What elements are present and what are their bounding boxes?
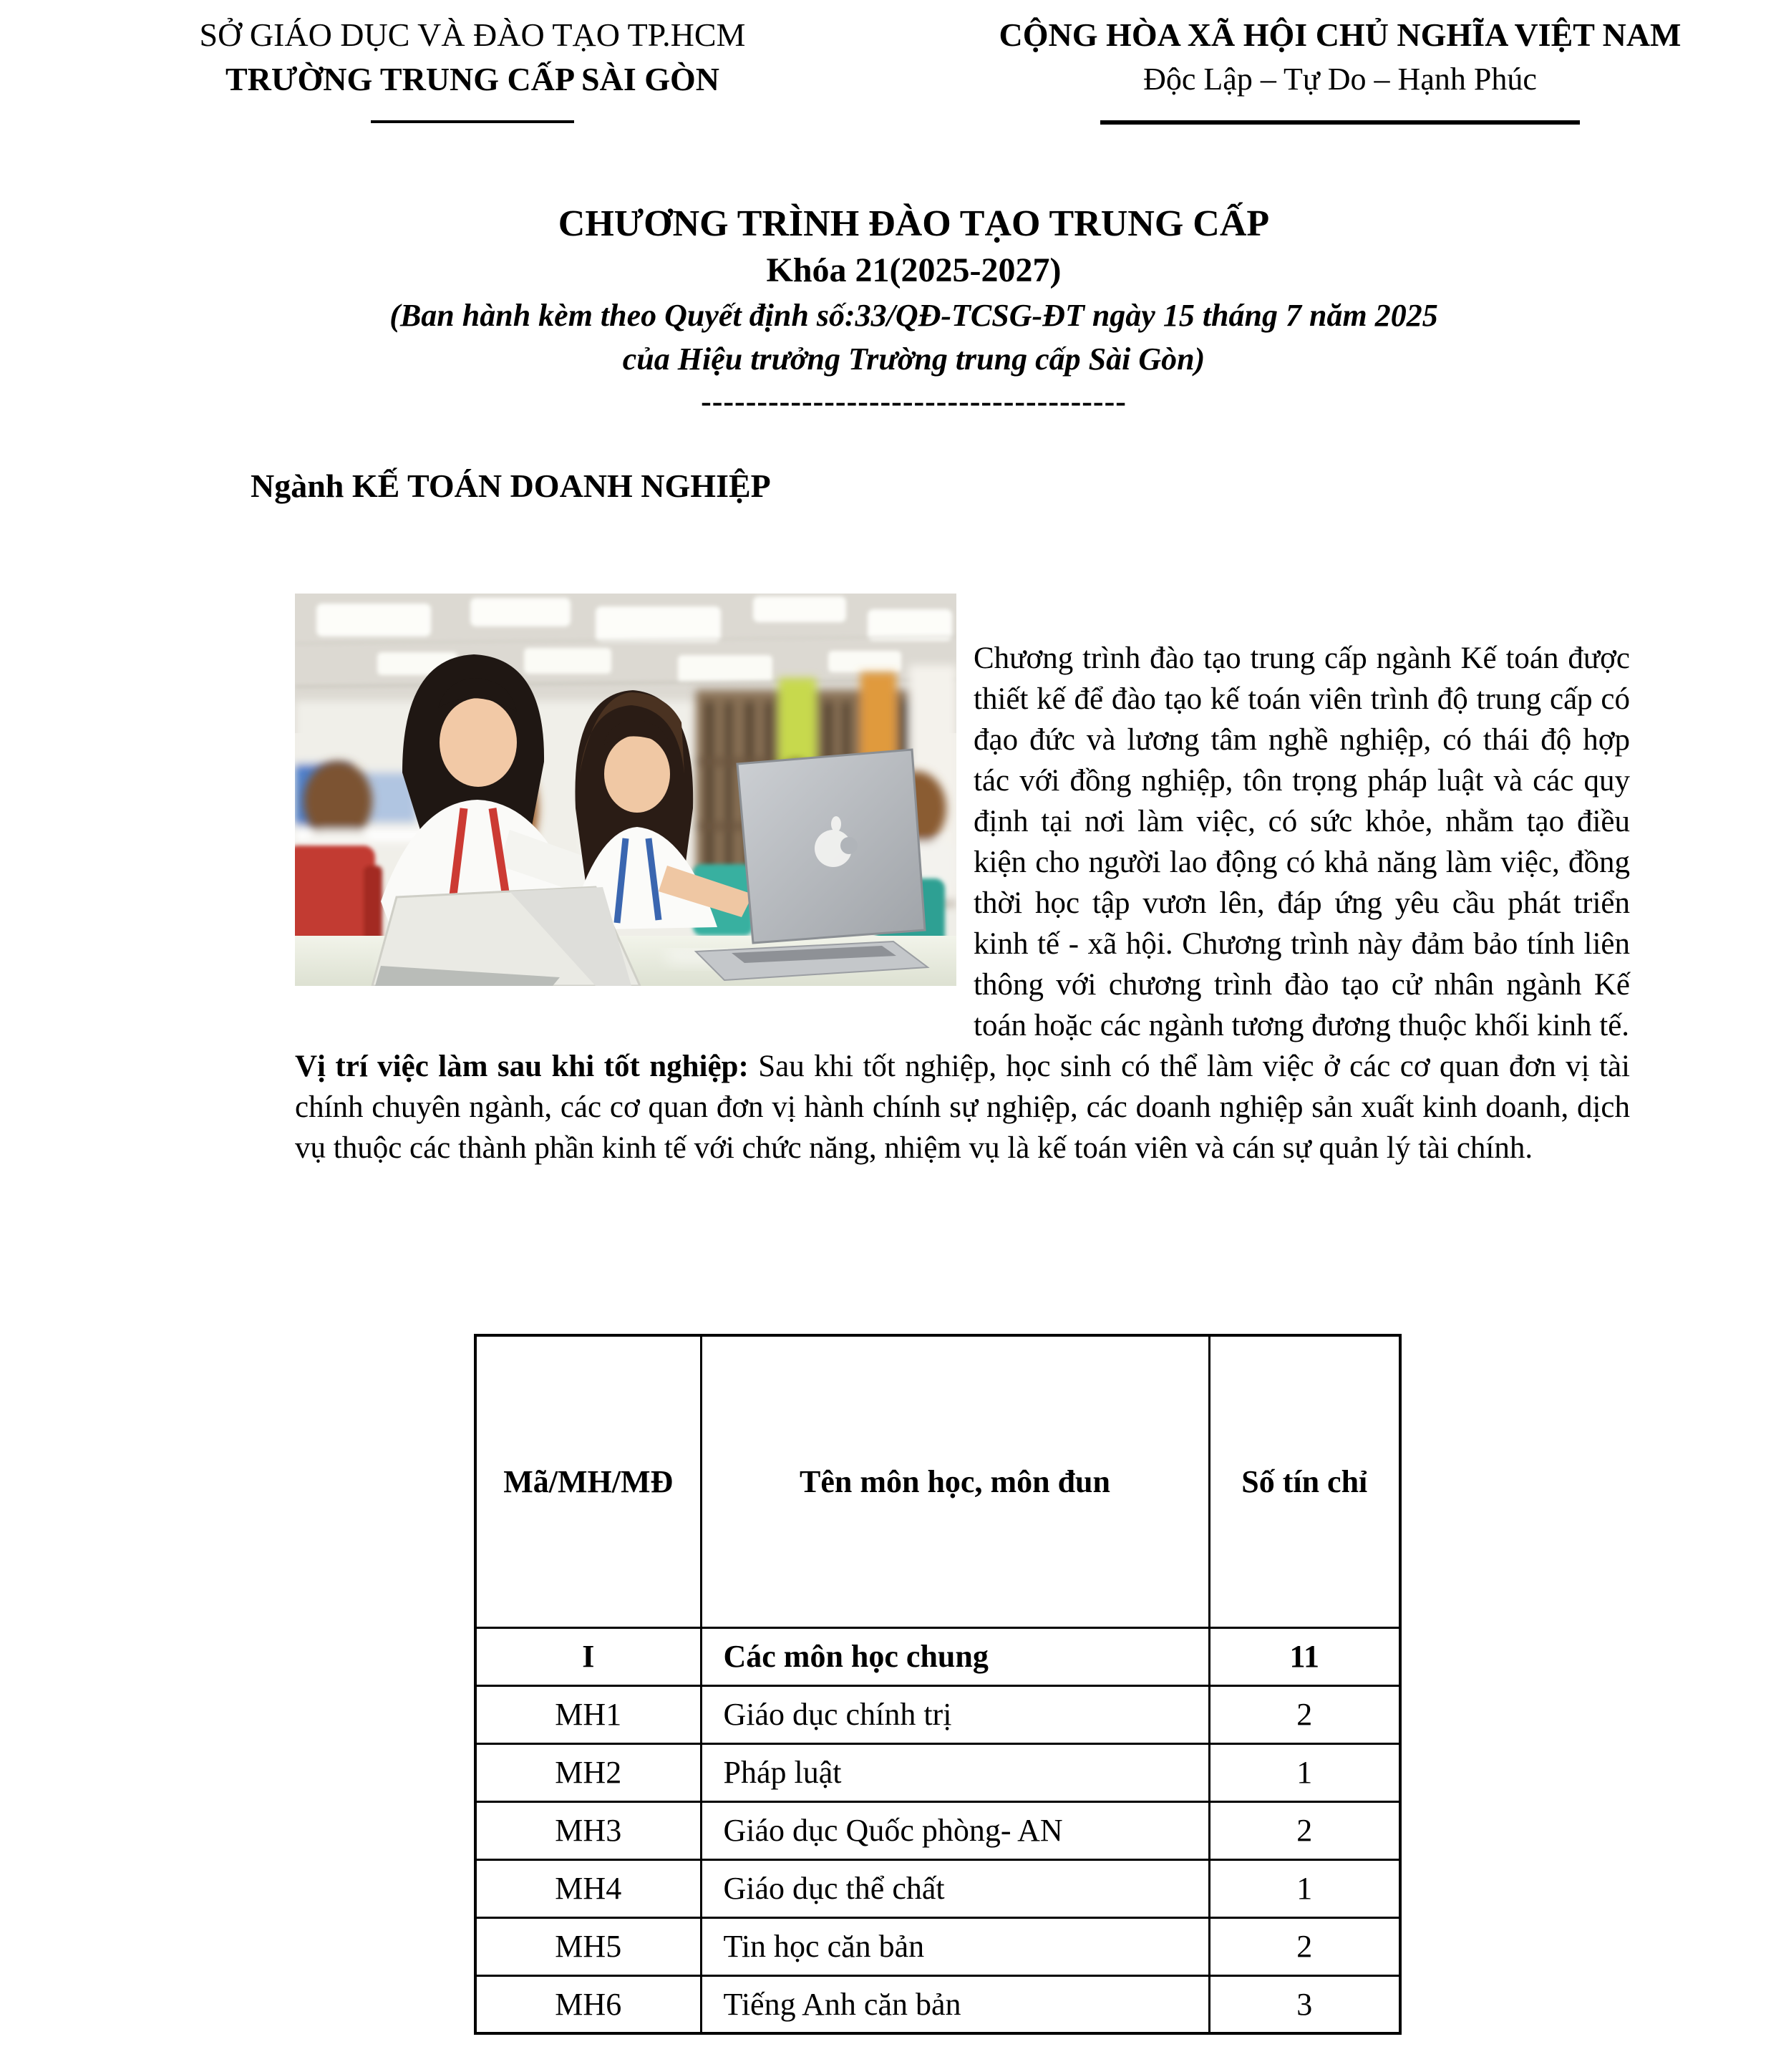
cell-name: Giáo dục thể chất [701, 1859, 1209, 1917]
cell-code: MH4 [475, 1859, 701, 1917]
decision-reference-line1: (Ban hành kèm theo Quyết định số:33/QĐ-TCSG-ĐT ngày 15 tháng 7 năm 2025 [389, 298, 1438, 333]
school-name: TRƯỜNG TRUNG CẤP SÀI GÒN [225, 61, 720, 97]
intro-paragraph [295, 594, 1630, 1046]
country-title: CỘNG HÒA XÃ HỘI CHỦ NGHĨA VIỆT NAM [999, 16, 1682, 53]
jobs-text: Sau khi tốt nghiệp, học sinh có thể làm việc ở các cơ quan đơn vị tài chính chuyên ngành, các cơ quan đơn vị hành chính sự nghiệp, các doanh nghiệp sản xuất kinh doanh, dịch vụ thuộc các thành phần kinh tế với chức năng, nhiệm vụ là kế toán viên và cán sự quản lý tài chính. [295, 1050, 1630, 1165]
cell-name: Giáo dục chính trị [701, 1685, 1209, 1743]
cell-credits: 2 [1209, 1917, 1400, 1975]
cell-code: MH1 [475, 1685, 701, 1743]
decision-reference-line2: của Hiệu trưởng Trường trung cấp Sài Gòn) [622, 342, 1205, 377]
column-header-name: Tên môn học, môn đun [701, 1335, 1209, 1627]
cell-name: Pháp luật [701, 1743, 1209, 1801]
cell-code: MH2 [475, 1743, 701, 1801]
cell-name: Tiếng Anh căn bản [701, 1975, 1209, 2033]
table-header-row [475, 1335, 1400, 1627]
table-row [475, 1975, 1400, 2033]
right-header-rule [1100, 120, 1580, 125]
issuing-authority-block [165, 13, 780, 123]
column-header-credits: Số tín chỉ [1209, 1335, 1400, 1627]
cell-credits: 3 [1209, 1975, 1400, 2033]
department-name: SỞ GIÁO DỤC VÀ ĐÀO TẠO TP.HCM [199, 16, 746, 53]
students-photo-illustration [295, 594, 956, 986]
cell-name: Tin học căn bản [701, 1917, 1209, 1975]
table-row [475, 1685, 1400, 1743]
column-header-code: Mã/MH/MĐ [475, 1335, 701, 1627]
cohort-subtitle: Khóa 21(2025-2027) [766, 251, 1062, 289]
cell-credits: 11 [1209, 1627, 1400, 1685]
document-title-block [52, 200, 1776, 422]
cell-name: Giáo dục Quốc phòng- AN [701, 1801, 1209, 1859]
left-header-rule [371, 120, 574, 123]
cell-name: Các môn học chung [701, 1627, 1209, 1685]
curriculum-table-body [475, 1627, 1400, 2033]
table-row [475, 1859, 1400, 1917]
country-motto: Độc Lập – Tự Do – Hạnh Phúc [1143, 62, 1537, 97]
cell-code: I [475, 1627, 701, 1685]
table-row [475, 1917, 1400, 1975]
intro-section [295, 594, 1630, 1168]
table-row [475, 1627, 1400, 1685]
major-heading: Ngành KẾ TOÁN DOANH NGHIỆP [251, 468, 771, 504]
jobs-paragraph [295, 1046, 1630, 1168]
students-photo [295, 594, 956, 986]
table-row [475, 1801, 1400, 1859]
cell-code: MH5 [475, 1917, 701, 1975]
dashed-divider: -------------------------------------- [701, 384, 1127, 419]
cell-code: MH6 [475, 1975, 701, 2033]
national-motto-block [961, 13, 1719, 125]
intro-text: Chương trình đào tạo trung cấp ngành Kế toán được thiết kế để đào tạo kế toán viên trình độ trung cấp có đạo đức và lương tâm nghề nghiệp, có thái độ hợp tác với đồng nghiệp, tôn trọng pháp luật và các quy định tại nơi làm việc, có sức khỏe, nhằm tạo điều kiện cho người lao động có khả năng làm việc, đồng thời học tập vươn lên, đáp ứng yêu cầu phát triển kinh tế - xã hội. Chương trình này đảm bảo tính liên thông với chương trình đào tạo cử nhân ngành Kế toán hoặc các ngành tương đương thuộc khối kinh tế. [974, 642, 1630, 1042]
cell-credits: 1 [1209, 1859, 1400, 1917]
cell-code: MH3 [475, 1801, 701, 1859]
cell-credits: 2 [1209, 1801, 1400, 1859]
cell-credits: 1 [1209, 1743, 1400, 1801]
cell-credits: 2 [1209, 1685, 1400, 1743]
curriculum-table [474, 1334, 1402, 2035]
page-title: CHƯƠNG TRÌNH ĐÀO TẠO TRUNG CẤP [558, 203, 1270, 244]
jobs-lead: Vị trí việc làm sau khi tốt nghiệp: [295, 1050, 749, 1083]
table-row [475, 1743, 1400, 1801]
